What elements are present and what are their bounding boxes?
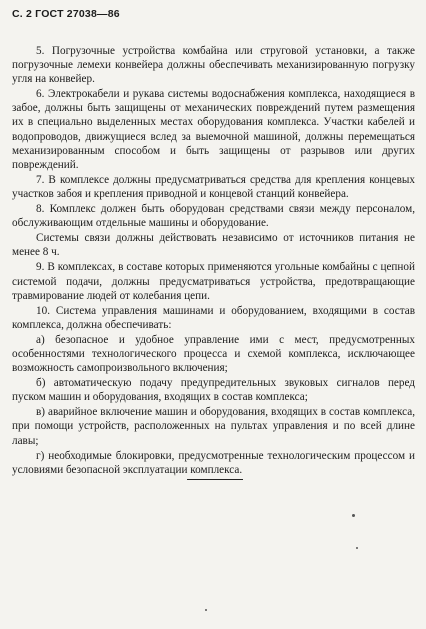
paragraph-9: 9. В комплексах, в составе которых применяются угольные комбайны с цепной системой подачи, должны предусматриваться устройства, предотвращающие травмирование людей от колебания цепи. bbox=[12, 261, 415, 302]
paragraph-8-note: Системы связи должны действовать независимо от источников питания не менее 8 ч. bbox=[12, 232, 415, 259]
scan-speck bbox=[205, 609, 207, 611]
paragraph-5: 5. Погрузочные устройства комбайна или струговой установки, а также погрузочные лемехи конвейера должны обеспечивать механизированную погрузку угля на конвейер. bbox=[12, 45, 415, 86]
list-item-g: г) необходимые блокировки, предусмотренные технологическим процессом и условиями безопасной эксплуатации комплекса. bbox=[12, 449, 415, 476]
list-item-a: а) безопасное и удобное управление ими с мест, предусмотренных особенностями технологического процесса и схемой комплекса, исключающее возможность самопроизвольного включения; bbox=[12, 333, 415, 375]
paragraph-8: 8. Комплекс должен быть оборудован средствами связи между персоналом, обслуживающим отдельные машины и оборудование. bbox=[12, 203, 415, 230]
paragraph-6: 6. Электрокабели и рукава системы водоснабжения комплекса, находящиеся в забое, должны быть защищены от механических повреждений путем размещения их в специально выделенных местах оборудования комплекса. Участки кабелей и водопроводов, движущиеся вслед за выемочной машиной, должны перемещаться механизированным способом и быть защищены от разрывов или других повреждений. bbox=[12, 88, 415, 171]
scan-speck bbox=[352, 514, 355, 517]
document-body bbox=[12, 44, 415, 477]
page-header: С. 2 ГОСТ 27038—86 bbox=[12, 8, 120, 20]
list-item-v: в) аварийное включение машин и оборудования, входящих в состав комплекса, при помощи устройств, расположенных на пультах управления и по всей длине лавы; bbox=[12, 406, 415, 447]
paragraph-7: 7. В комплексе должны предусматриваться средства для крепления концевых участков забоя и крепления приводной и концевой станций конвейера. bbox=[12, 173, 415, 200]
list-item-b: б) автоматическую подачу предупредительных звуковых сигналов перед пуском машин и оборудования, входящих в состав комплекса; bbox=[12, 377, 415, 404]
scan-speck bbox=[356, 547, 358, 549]
paragraph-10: 10. Система управления машинами и оборудованием, входящими в состав комплекса, должна обеспечивать: bbox=[12, 304, 415, 331]
end-rule bbox=[187, 479, 243, 480]
